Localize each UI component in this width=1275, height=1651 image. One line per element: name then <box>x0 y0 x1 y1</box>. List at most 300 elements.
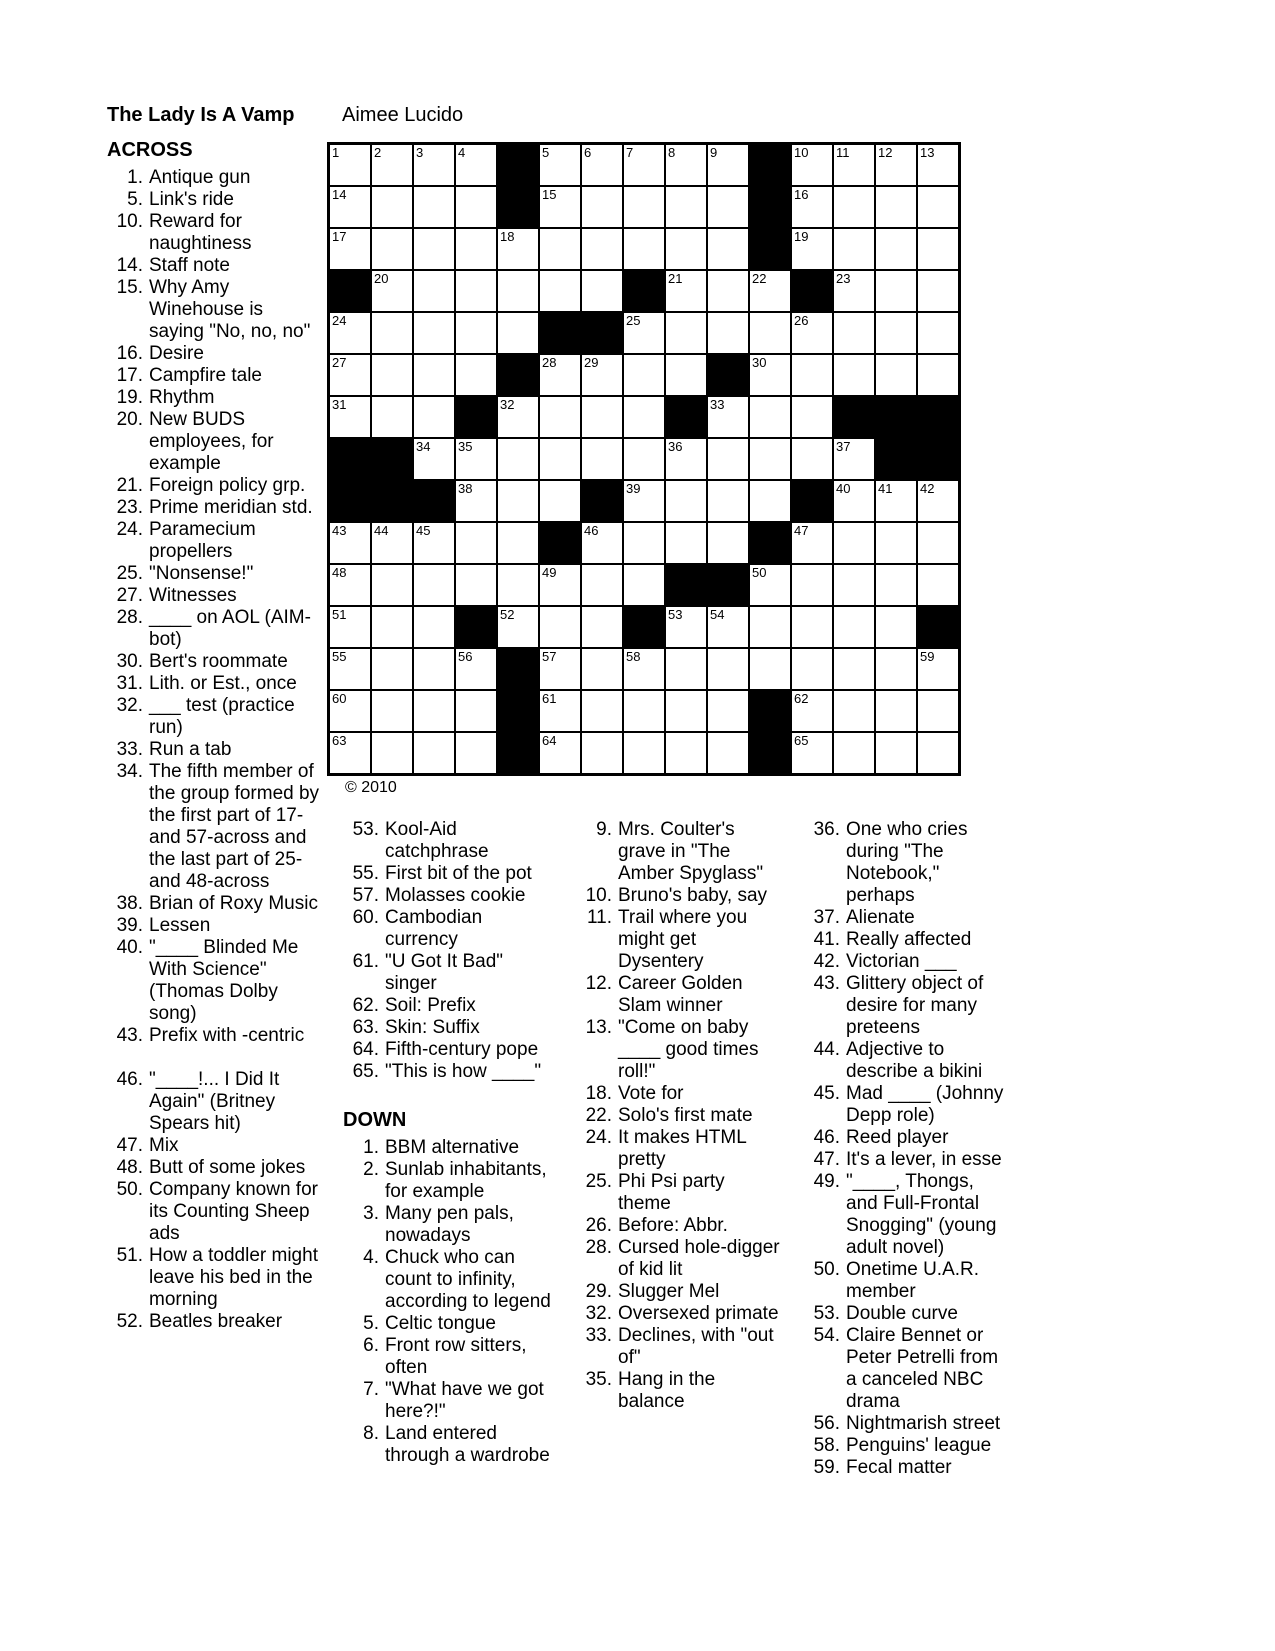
clue-text: One who cries during "The Notebook," perhaps <box>846 819 968 906</box>
cell-number: 59 <box>920 649 935 664</box>
grid-cell <box>582 523 622 563</box>
clue-number: 33. <box>585 1325 612 1346</box>
grid-cell <box>876 271 916 311</box>
grid-cell-black <box>330 271 370 311</box>
clue-text: Bert's roommate <box>149 651 288 672</box>
grid-cell <box>414 187 454 227</box>
grid-cell <box>540 229 580 269</box>
clue-item <box>107 475 323 497</box>
clue-number: 25. <box>585 1171 612 1192</box>
clue-item <box>107 1069 323 1135</box>
clue-number: 4. <box>363 1247 379 1268</box>
clue-number: 32. <box>585 1303 612 1324</box>
grid-cell <box>330 733 370 773</box>
grid-cell <box>918 481 958 521</box>
grid-cell <box>834 607 874 647</box>
grid-cell <box>624 439 664 479</box>
grid-cell-black <box>330 439 370 479</box>
grid-cell <box>876 355 916 395</box>
clue-item <box>107 1311 323 1333</box>
clue-item <box>570 885 782 907</box>
cell-number: 13 <box>920 145 935 160</box>
clue-item <box>570 1325 782 1369</box>
grid-cell <box>372 691 412 731</box>
clue-number: 43. <box>116 1025 143 1046</box>
grid-cell <box>708 439 748 479</box>
grid-cell-black <box>834 397 874 437</box>
clue-item <box>570 1127 782 1171</box>
cell-number: 35 <box>458 439 473 454</box>
clues-column-2 <box>343 819 551 1467</box>
cell-number: 63 <box>332 733 347 748</box>
clue-number: 8. <box>363 1423 379 1444</box>
grid-cell <box>624 649 664 689</box>
grid-cell <box>372 313 412 353</box>
grid-cell <box>582 691 622 731</box>
grid-cell <box>414 313 454 353</box>
clue-number: 46. <box>116 1069 143 1090</box>
grid-cell <box>666 691 706 731</box>
cell-number: 19 <box>794 229 809 244</box>
grid-cell-black <box>750 733 790 773</box>
puzzle-author: Aimee Lucido <box>342 104 464 126</box>
clue-number: 30. <box>116 651 143 672</box>
clue-item <box>107 343 323 365</box>
clue-item <box>107 915 323 937</box>
clue-item <box>107 937 323 1025</box>
clue-text: Career Golden Slam winner <box>618 973 743 1016</box>
clue-item <box>570 1017 782 1083</box>
grid-cell <box>918 145 958 185</box>
grid-cell <box>624 733 664 773</box>
grid-cell <box>372 397 412 437</box>
clue-item <box>343 1203 551 1247</box>
clue-text: Trail where you might get Dysentery <box>618 907 748 972</box>
clue-number: 26. <box>585 1215 612 1236</box>
clue-text: Lith. or Est., once <box>149 673 297 694</box>
cell-number: 32 <box>500 397 515 412</box>
across-clue-list-continued <box>343 819 551 1083</box>
clue-item <box>343 951 551 995</box>
clue-item <box>798 1259 1010 1303</box>
clue-text: Glittery object of desire for many preteens <box>846 973 984 1038</box>
grid-cell <box>708 229 748 269</box>
grid-cell <box>330 649 370 689</box>
clue-text: It's a lever, in esse <box>846 1149 1002 1170</box>
clue-text: Prefix with -centric <box>149 1025 305 1046</box>
clue-text: Reed player <box>846 1127 949 1148</box>
clue-text: How a toddler might leave his bed in the morning <box>149 1245 318 1310</box>
cell-number: 48 <box>332 565 347 580</box>
clue-number: 1. <box>363 1137 379 1158</box>
grid-cell <box>834 355 874 395</box>
clue-text: Fecal matter <box>846 1457 952 1478</box>
clue-number: 3. <box>363 1203 379 1224</box>
clue-text: Company known for its Counting Sheep ads <box>149 1179 318 1244</box>
grid-cell <box>666 313 706 353</box>
clue-item <box>343 1017 551 1039</box>
grid-cell <box>792 565 832 605</box>
clue-number: 60. <box>352 907 379 928</box>
grid-cell <box>834 481 874 521</box>
grid-cell <box>540 481 580 521</box>
grid-cell <box>834 187 874 227</box>
clue-text: Rhythm <box>149 387 215 408</box>
clue-text: Cursed hole-digger of kid lit <box>618 1237 780 1280</box>
clue-item <box>570 907 782 973</box>
cell-number: 34 <box>416 439 431 454</box>
clue-number: 43. <box>813 973 840 994</box>
cell-number: 4 <box>458 145 466 160</box>
grid-cell-black <box>582 313 622 353</box>
clue-item <box>570 1105 782 1127</box>
grid-cell <box>876 649 916 689</box>
grid-cell <box>456 523 496 563</box>
grid-cell <box>330 607 370 647</box>
grid-cell <box>330 145 370 185</box>
clue-number: 46. <box>813 1127 840 1148</box>
grid-cell-black <box>498 145 538 185</box>
clue-text: "What have we got here?!" <box>385 1379 544 1422</box>
cell-number: 50 <box>752 565 767 580</box>
clue-number: 32. <box>116 695 143 716</box>
clue-text: Mrs. Coulter's grave in "The Amber Spyglass" <box>618 819 764 884</box>
grid-cell <box>540 187 580 227</box>
clue-item <box>798 1039 1010 1083</box>
grid-cell <box>750 397 790 437</box>
grid-cell <box>372 145 412 185</box>
clue-text: Run a tab <box>149 739 232 760</box>
grid-cell <box>750 565 790 605</box>
grid-cell-black <box>456 607 496 647</box>
cell-number: 31 <box>332 397 347 412</box>
clue-item <box>107 255 323 277</box>
cell-number: 40 <box>836 481 851 496</box>
grid-cell <box>666 607 706 647</box>
grid-cell <box>456 187 496 227</box>
clue-number: 47. <box>116 1135 143 1156</box>
cell-number: 46 <box>584 523 599 538</box>
across-clue-list <box>107 167 323 1333</box>
grid-cell-black <box>876 397 916 437</box>
grid-cell <box>834 313 874 353</box>
clue-text: Oversexed primate <box>618 1303 779 1324</box>
clue-number: 24. <box>585 1127 612 1148</box>
grid-cell <box>792 229 832 269</box>
clue-item <box>343 1313 551 1335</box>
clue-item <box>343 885 551 907</box>
clue-item <box>107 607 323 651</box>
grid-cell-black <box>792 481 832 521</box>
clue-text: Witnesses <box>149 585 237 606</box>
grid-cell <box>834 565 874 605</box>
grid-cell <box>834 271 874 311</box>
clue-item <box>798 819 1010 907</box>
grid-cell-black <box>918 439 958 479</box>
grid-cell <box>792 523 832 563</box>
grid-cell <box>918 691 958 731</box>
grid-cell <box>708 733 748 773</box>
clue-number: 25. <box>116 563 143 584</box>
across-header: ACROSS <box>107 139 193 161</box>
grid-cell <box>708 691 748 731</box>
grid-cell <box>666 187 706 227</box>
clue-item <box>798 1083 1010 1127</box>
clue-number: 51. <box>116 1245 143 1266</box>
grid-cell <box>918 271 958 311</box>
clue-item <box>107 761 323 893</box>
grid-cell <box>456 691 496 731</box>
grid-cell <box>372 607 412 647</box>
cell-number: 64 <box>542 733 557 748</box>
grid-cell <box>708 523 748 563</box>
grid-cell <box>750 313 790 353</box>
clue-text: Soil: Prefix <box>385 995 476 1016</box>
cell-number: 56 <box>458 649 473 664</box>
clue-number: 16. <box>116 343 143 364</box>
grid-cell <box>834 733 874 773</box>
clue-item <box>798 1413 1010 1435</box>
grid-cell <box>330 229 370 269</box>
clue-text: Many pen pals, nowadays <box>385 1203 514 1246</box>
clue-text: Vote for <box>618 1083 684 1104</box>
grid-cell-black <box>876 439 916 479</box>
clue-number: 10. <box>585 885 612 906</box>
cell-number: 10 <box>794 145 809 160</box>
grid-cell-black <box>498 187 538 227</box>
clue-item <box>107 277 323 343</box>
clue-item <box>343 1335 551 1379</box>
grid-cell <box>540 397 580 437</box>
grid-cell <box>624 691 664 731</box>
clue-item <box>798 1303 1010 1325</box>
clue-item <box>343 1137 551 1159</box>
clue-item <box>343 1423 551 1467</box>
clue-number: 21. <box>116 475 143 496</box>
grid-cell <box>624 565 664 605</box>
clue-item <box>798 907 1010 929</box>
clue-text: Solo's first mate <box>618 1105 753 1126</box>
across-clues-column <box>107 139 323 1333</box>
grid-cell <box>834 145 874 185</box>
clue-number: 64. <box>352 1039 379 1060</box>
clues-column-3 <box>570 819 782 1413</box>
clue-text: Double curve <box>846 1303 958 1324</box>
grid-cell <box>624 313 664 353</box>
grid-cell-black <box>750 145 790 185</box>
grid-cell <box>540 439 580 479</box>
clue-item <box>798 951 1010 973</box>
grid-cell <box>582 271 622 311</box>
clue-number: 48. <box>116 1157 143 1178</box>
clue-item <box>343 1039 551 1061</box>
grid-cell <box>792 187 832 227</box>
grid-cell-black <box>540 313 580 353</box>
grid-cell <box>918 733 958 773</box>
grid-cell <box>582 187 622 227</box>
clue-item <box>798 929 1010 951</box>
cell-number: 3 <box>416 145 424 160</box>
cell-number: 20 <box>374 271 389 286</box>
grid-cell <box>540 145 580 185</box>
grid-cell <box>708 607 748 647</box>
clue-text: ____ on AOL (AIM-bot) <box>149 607 311 650</box>
cell-number: 27 <box>332 355 347 370</box>
grid-cell <box>456 439 496 479</box>
clue-number: 18. <box>585 1083 612 1104</box>
clue-number: 17. <box>116 365 143 386</box>
clue-item <box>107 409 323 475</box>
clue-text: Claire Bennet or Peter Petrelli from a canceled NBC drama <box>846 1325 999 1412</box>
clue-text: Victorian ___ <box>846 951 957 972</box>
clue-text: First bit of the pot <box>385 863 532 884</box>
grid-cell <box>666 271 706 311</box>
grid-cell <box>624 187 664 227</box>
grid-cell <box>708 649 748 689</box>
clue-number: 15. <box>116 277 143 298</box>
clue-text: Nightmarish street <box>846 1413 1001 1434</box>
clue-text: Campfire tale <box>149 365 262 386</box>
clue-item <box>570 1281 782 1303</box>
clue-item <box>107 211 323 255</box>
clue-number: 52. <box>116 1311 143 1332</box>
grid-cell <box>876 607 916 647</box>
cell-number: 2 <box>374 145 382 160</box>
clue-item <box>107 651 323 673</box>
grid-cell <box>918 229 958 269</box>
grid-cell-black <box>750 229 790 269</box>
cell-number: 54 <box>710 607 725 622</box>
down-clue-list-continued <box>570 819 782 1413</box>
grid-cell-black <box>498 355 538 395</box>
grid-cell <box>540 649 580 689</box>
cell-number: 11 <box>836 145 850 160</box>
grid-cell-black <box>372 481 412 521</box>
puzzle-title: The Lady Is A Vamp <box>107 104 295 126</box>
clue-text: Butt of some jokes <box>149 1157 306 1178</box>
grid-cell <box>372 649 412 689</box>
clue-item <box>798 1325 1010 1413</box>
cell-number: 47 <box>794 523 809 538</box>
grid-cell <box>582 565 622 605</box>
grid-cell-black <box>624 607 664 647</box>
clue-text: The fifth member of the group formed by the first part of 17- and 57-across and the last part of 25- and 48-across <box>149 761 320 892</box>
grid-cell <box>666 481 706 521</box>
clue-number: 13. <box>585 1017 612 1038</box>
grid-cell <box>498 397 538 437</box>
clue-text: ___ test (practice run) <box>149 695 295 738</box>
grid-cell <box>876 229 916 269</box>
grid-cell <box>792 733 832 773</box>
grid-cell <box>498 565 538 605</box>
grid-cell <box>792 145 832 185</box>
grid-cell <box>750 649 790 689</box>
clue-number: 49. <box>813 1171 840 1192</box>
grid-cell <box>792 397 832 437</box>
clue-number: 58. <box>813 1435 840 1456</box>
cell-number: 42 <box>920 481 935 496</box>
clue-text: Paramecium propellers <box>149 519 256 562</box>
grid-cell <box>330 565 370 605</box>
grid-cell-black <box>414 481 454 521</box>
clue-item <box>798 1435 1010 1457</box>
grid-cell <box>456 733 496 773</box>
clue-number: 12. <box>585 973 612 994</box>
cell-number: 29 <box>584 355 599 370</box>
grid-cell <box>708 481 748 521</box>
clue-text: "This is how ____" <box>385 1061 542 1082</box>
cell-number: 57 <box>542 649 557 664</box>
clue-number: 6. <box>363 1335 379 1356</box>
clue-text: Beatles breaker <box>149 1311 283 1332</box>
grid-cell-black <box>918 397 958 437</box>
clue-text: Front row sitters, often <box>385 1335 527 1378</box>
cell-number: 36 <box>668 439 683 454</box>
grid-cell <box>918 565 958 605</box>
clue-text: "U Got It Bad" singer <box>385 951 504 994</box>
grid-cell <box>918 355 958 395</box>
grid-cell <box>750 271 790 311</box>
clue-text: Molasses cookie <box>385 885 526 906</box>
cell-number: 61 <box>542 691 557 706</box>
clue-item <box>570 1303 782 1325</box>
grid-cell <box>624 145 664 185</box>
cell-number: 62 <box>794 691 809 706</box>
grid-cell <box>498 229 538 269</box>
clue-number: 50. <box>116 1179 143 1200</box>
grid-cell <box>498 607 538 647</box>
copyright-notice: © 2010 <box>345 779 397 796</box>
cell-number: 5 <box>542 145 550 160</box>
clue-number: 27. <box>116 585 143 606</box>
clue-item <box>107 585 323 607</box>
clue-number: 11. <box>586 907 612 928</box>
clue-item <box>798 1149 1010 1171</box>
grid-cell <box>708 187 748 227</box>
clue-text: Antique gun <box>149 167 251 188</box>
grid-cell <box>624 523 664 563</box>
grid-cell <box>414 565 454 605</box>
grid-cell-black <box>372 439 412 479</box>
clue-number: 19. <box>116 387 143 408</box>
grid-cell <box>372 733 412 773</box>
clue-text: Hang in the balance <box>618 1369 716 1412</box>
clue-number: 47. <box>813 1149 840 1170</box>
clue-text: Staff note <box>149 255 230 276</box>
clue-number: 44. <box>813 1039 840 1060</box>
clue-item <box>107 365 323 387</box>
grid-cell <box>624 397 664 437</box>
cell-number: 28 <box>542 355 557 370</box>
clue-item <box>107 563 323 585</box>
grid-cell <box>330 313 370 353</box>
clue-text: Really affected <box>846 929 972 950</box>
clue-text: "Come on baby ____ good times roll!" <box>618 1017 759 1082</box>
clue-number: 41. <box>813 929 840 950</box>
clue-number: 33. <box>116 739 143 760</box>
clue-number: 9. <box>596 819 612 840</box>
grid-cell-black <box>666 397 706 437</box>
clue-text: Bruno's baby, say <box>618 885 768 906</box>
cell-number: 22 <box>752 271 767 286</box>
clue-text: Kool-Aid catchphrase <box>385 819 489 862</box>
clue-number: 42. <box>813 951 840 972</box>
grid-cell <box>372 271 412 311</box>
cell-number: 25 <box>626 313 641 328</box>
clue-text: Brian of Roxy Music <box>149 893 318 914</box>
grid-cell <box>666 355 706 395</box>
grid-cell <box>708 397 748 437</box>
